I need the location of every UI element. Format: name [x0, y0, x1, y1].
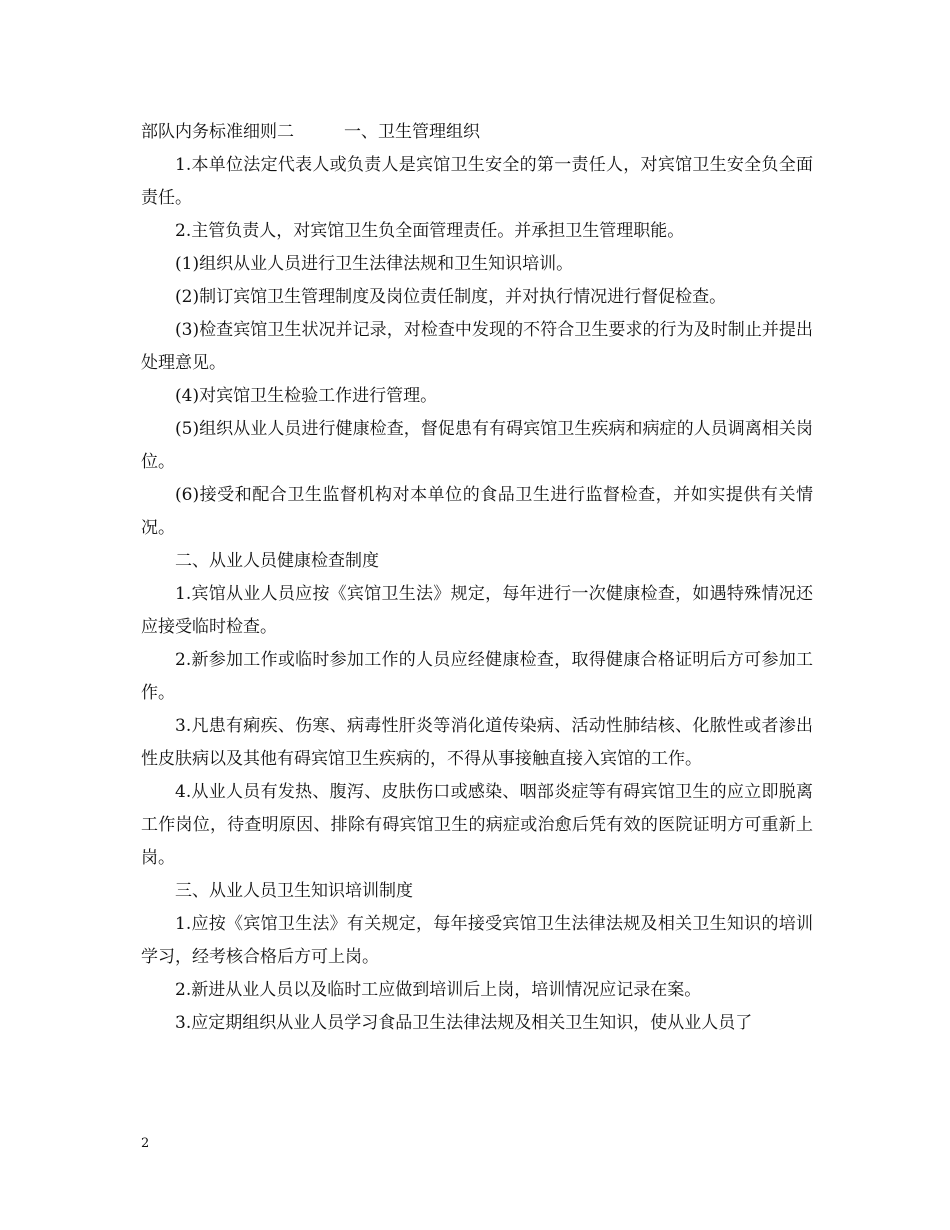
- paragraph: 1.本单位法定代表人或负责人是宾馆卫生安全的第一责任人，对宾馆卫生安全负全面责任。: [141, 155, 813, 208]
- paragraph: 3.凡患有痢疾、伤寒、病毒性肝炎等消化道传染病、活动性肺结核、化脓性或者渗出性皮肤病以及其他有碍宾馆卫生疾病的，不得从事接触直接入宾馆的工作。: [141, 716, 813, 769]
- document-title: 部队内务标准细则二: [141, 122, 294, 142]
- paragraph: 3.应定期组织从业人员学习食品卫生法律法规及相关卫生知识，使从业人员了: [175, 1013, 753, 1033]
- paragraph: 2.新参加工作或临时参加工作的人员应经健康检查，取得健康合格证明后方可参加工作。: [141, 650, 813, 703]
- paragraph: 4.从业人员有发热、腹泻、皮肤伤口或感染、咽部炎症等有碍宾馆卫生的应立即脱离工作岗位，待查明原因、排除有碍宾馆卫生的病症或治愈后凭有效的医院证明方可重新上岗。: [141, 782, 813, 868]
- paragraph: (1)组织从业人员进行卫生法律法规和卫生知识培训。: [175, 254, 574, 274]
- section-heading-1: 一、卫生管理组织: [344, 122, 480, 142]
- paragraph: (3)检查宾馆卫生状况并记录，对检查中发现的不符合卫生要求的行为及时制止并提出处理意见。: [141, 320, 813, 373]
- page-number: 2: [141, 1136, 150, 1151]
- paragraph: (6)接受和配合卫生监督机构对本单位的食品卫生进行监督检查，并如实提供有关情况。: [141, 485, 813, 538]
- section-heading-3: 三、从业人员卫生知识培训制度: [175, 881, 413, 901]
- paragraph: (2)制订宾馆卫生管理制度及岗位责任制度，并对执行情况进行督促检查。: [175, 287, 727, 307]
- paragraph: 2.新进从业人员以及临时工应做到培训后上岗，培训情况应记录在案。: [175, 980, 702, 1000]
- title-line: [141, 116, 813, 149]
- paragraph: (4)对宾馆卫生检验工作进行管理。: [175, 386, 438, 406]
- paragraph: 1.宾馆从业人员应按《宾馆卫生法》规定，每年进行一次健康检查，如遇特殊情况还应接受临时检查。: [141, 584, 813, 637]
- section-heading-2: 二、从业人员健康检查制度: [175, 551, 379, 571]
- paragraph: 1.应按《宾馆卫生法》有关规定，每年接受宾馆卫生法律法规及相关卫生知识的培训学习，经考核合格后方可上岗。: [141, 914, 813, 967]
- paragraph: 2.主管负责人，对宾馆卫生负全面管理责任。并承担卫生管理职能。: [175, 221, 685, 241]
- paragraph: (5)组织从业人员进行健康检查，督促患有有碍宾馆卫生疾病和病症的人员调离相关岗位。: [141, 419, 813, 472]
- document-body: [141, 116, 813, 1040]
